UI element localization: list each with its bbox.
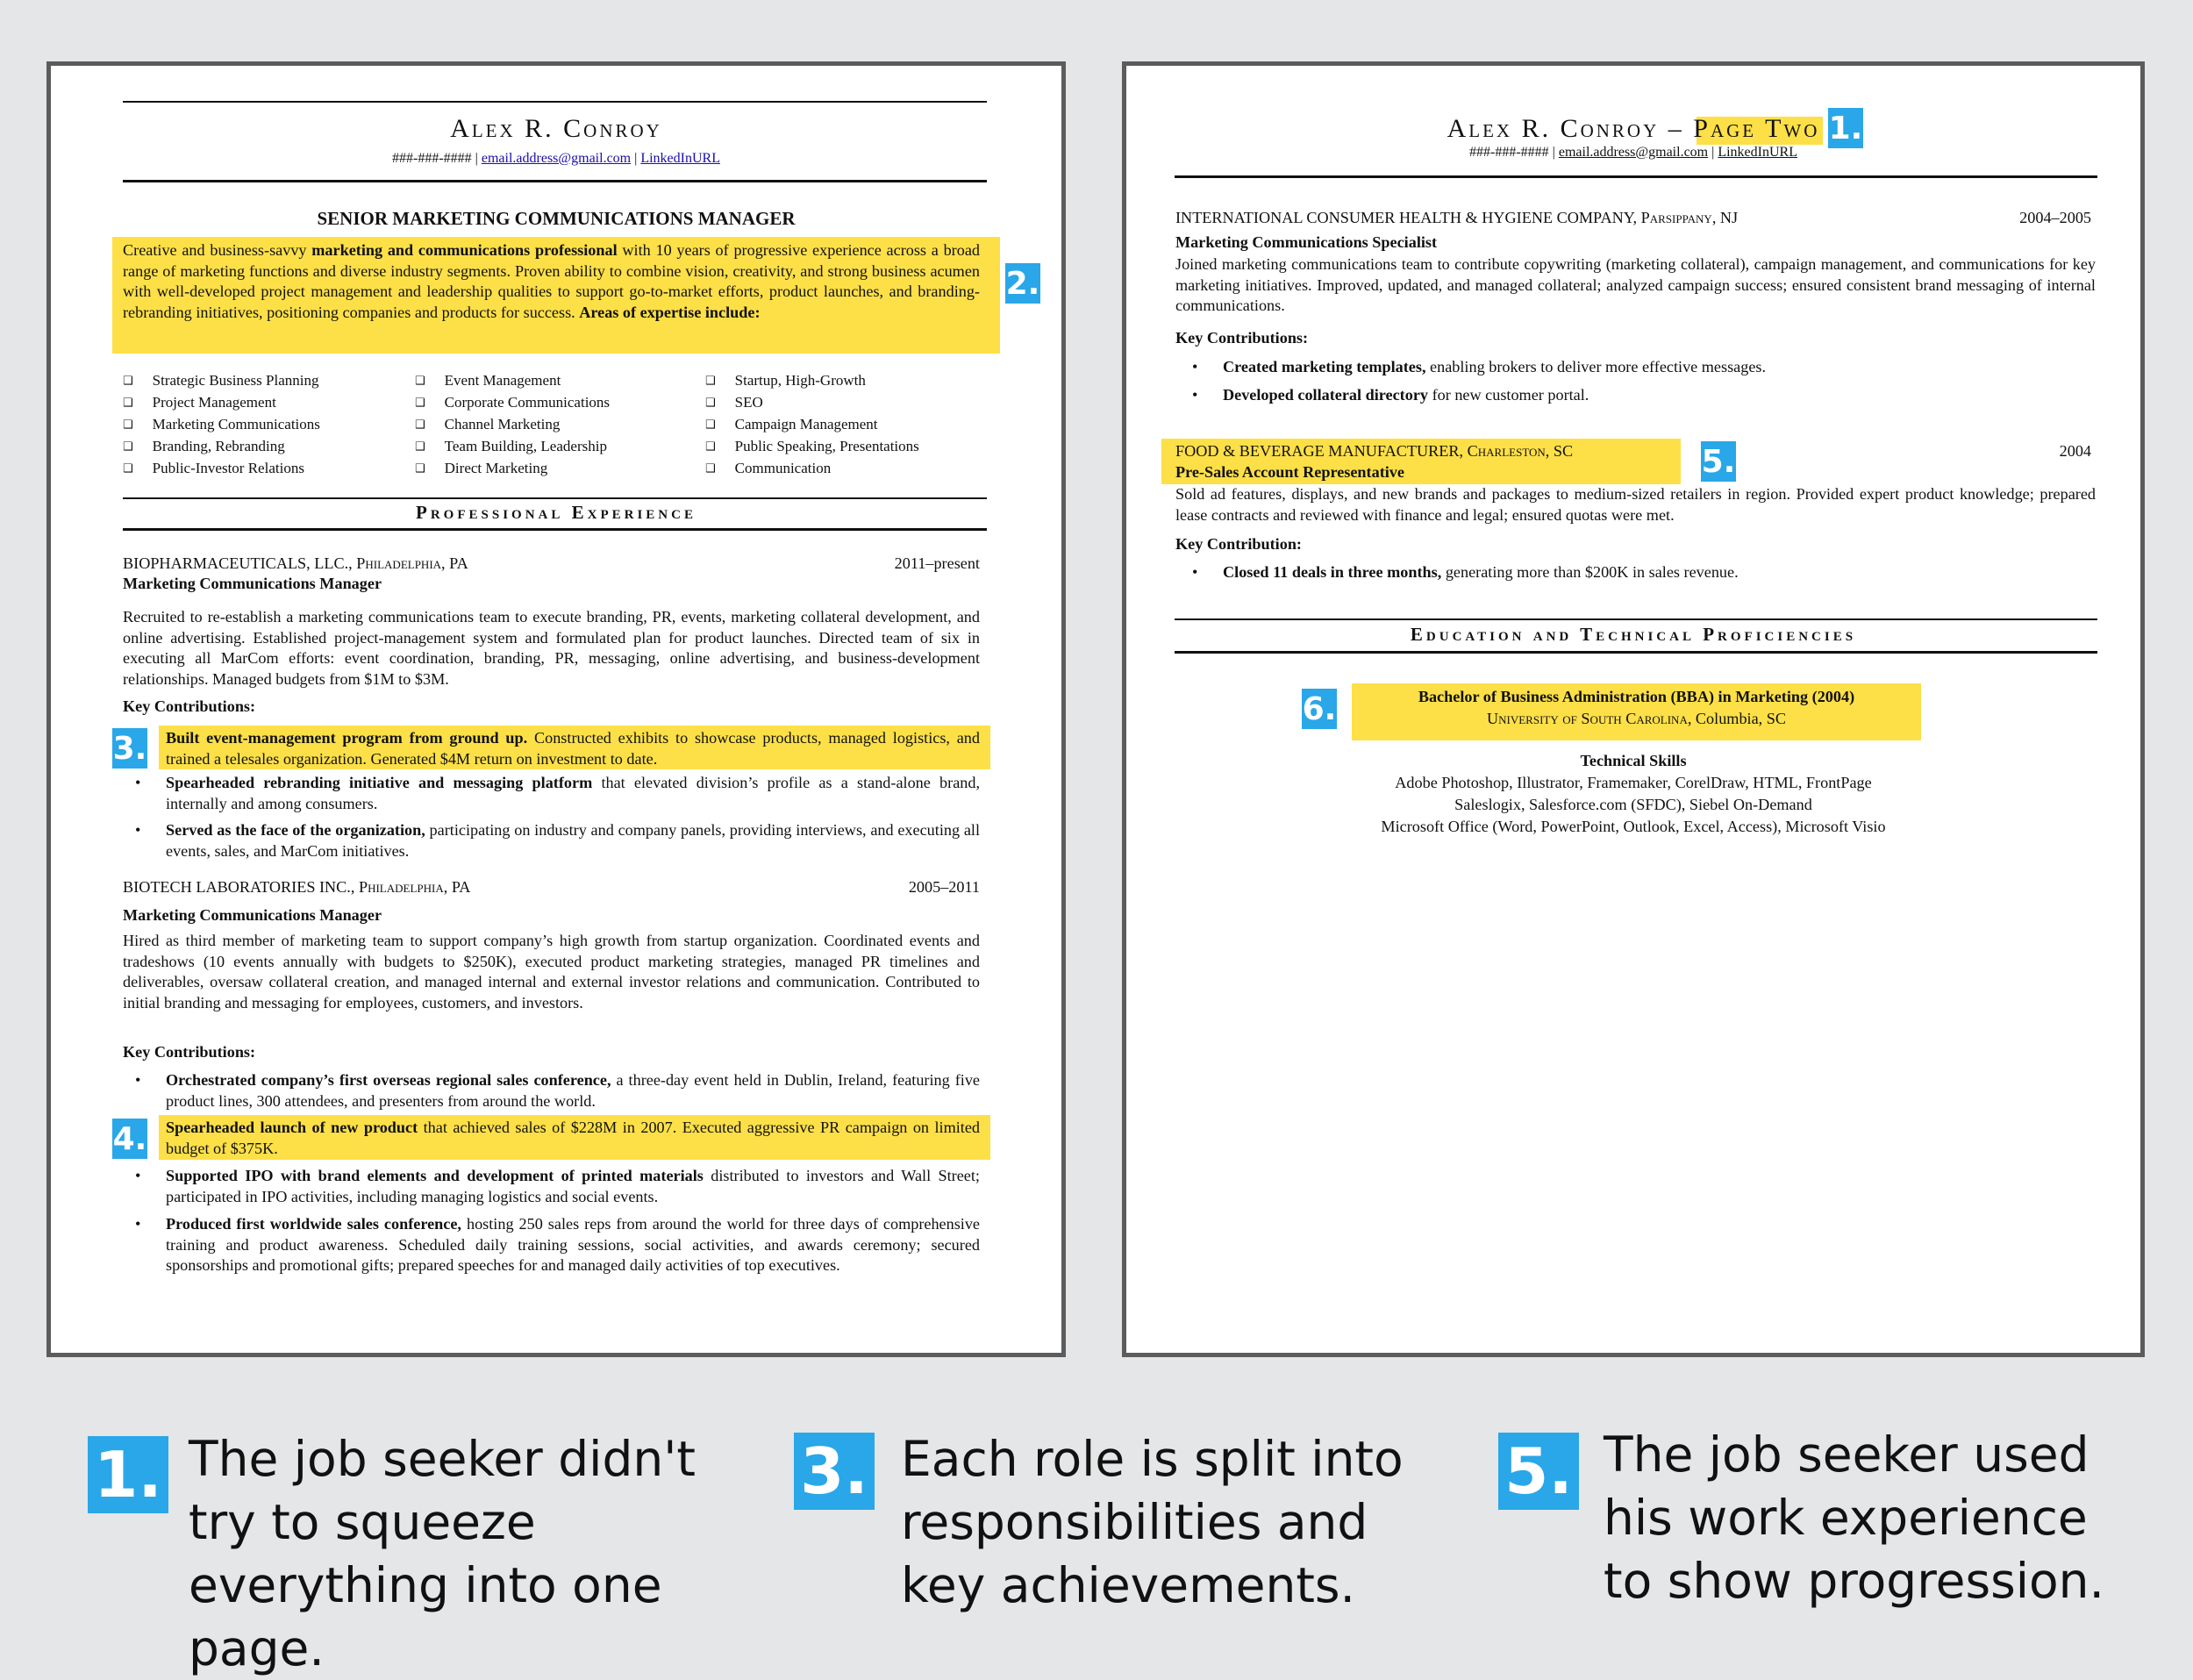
expertise-item: ❑ Campaign Management xyxy=(705,414,995,436)
summary-paragraph: Creative and business-savvy marketing and communications professional with 10 years of progressive experience across a broad range of marketing functions and diverse industry segments. Proven ability to combine vision, creativity, and strong business acumen with well-developed project management and leadership qualities to support go-to-market efforts, product launches, and branding-rebranding initiatives, positioning companies and products for success. Areas of expertise include: xyxy=(123,241,981,321)
phone: ###-###-#### xyxy=(392,151,472,166)
headline: SENIOR MARKETING COMMUNICATIONS MANAGER xyxy=(317,208,796,229)
job-1-bullet-3: • Served as the face of the organization, participating on industry and company panels, providing interviews, and executing all events, sales, and MarCom initiatives. xyxy=(135,821,980,860)
caption-badge-5: 5. xyxy=(1498,1433,1579,1510)
job-3-bullet-1: • Created marketing templates, enabling brokers to deliver more effective messages. xyxy=(1192,358,1767,375)
expertise-item: ❑ Public Speaking, Presentations xyxy=(705,436,995,458)
section-rule xyxy=(123,528,987,531)
job-3-description: Joined marketing communications team to contribute copywriting (marketing collateral), campaign management, and communications for key marketing initiatives. Improved, updated, and managed collateral; analyzed campaign success; ensured consistent brand messaging of internal communications. xyxy=(1175,255,2096,314)
job-3-company-line: INTERNATIONAL CONSUMER HEALTH & HYGIENE COMPANY, Parsippany, NJ xyxy=(1175,209,1739,226)
job-2-dates: 2005–2011 xyxy=(908,878,980,896)
job-4-description: Sold ad features, displays, and new brands and packages to medium-sized retailers in region. Provided expert product knowledge; prepared lease contracts and reviewed with finance and legal; ensured quotas were met. xyxy=(1175,485,2096,524)
job-3-dates: 2004–2005 xyxy=(2019,209,2091,226)
header-rule xyxy=(1175,175,2097,178)
candidate-name: Alex R. Conroy xyxy=(450,114,662,143)
expertise-item: ❑ Branding, Rebranding xyxy=(123,436,386,458)
badge-3: 3. xyxy=(112,728,147,769)
job-1-bullet-2: • Spearheaded rebranding initiative and messaging platform that elevated division’s profile as a stand-alone brand, internally and among consumers. xyxy=(135,774,980,812)
caption-1: The job seeker didn't try to squeeze everything into one page. xyxy=(189,1431,696,1676)
university-line: University of South Carolina, Columbia, SC xyxy=(1486,710,1786,727)
job-2-bullet-2: Spearheaded launch of new product that achieved sales of $228M in 2007. Executed aggressive PR campaign on limited budget of $375K. xyxy=(166,1119,980,1157)
email-link[interactable]: email.address@gmail.com xyxy=(481,151,632,166)
job-3-key-contributions-label: Key Contributions: xyxy=(1175,329,1309,347)
job-4-bullet-1: • Closed 11 deals in three months, generating more than $200K in sales revenue. xyxy=(1192,563,1739,581)
skills-line: Saleslogix, Salesforce.com (SFDC), Siebel On-Demand xyxy=(1454,796,1812,813)
email[interactable]: email.address@gmail.com xyxy=(1558,145,1709,160)
badge-2: 2. xyxy=(1005,263,1040,304)
section-rule xyxy=(1175,651,2097,654)
expertise-col-1 xyxy=(123,370,386,480)
job-1-description: Recruited to re-establish a marketing communications team to execute branding, PR, events, marketing collateral development, and online advertising. Established project-management system and formulated plan for product launches. Directed team of six in executing all MarCom efforts: event coordination, branding, PR, messaging, online advertising, and business-development relationships. Managed budgets from $1M to $3M. xyxy=(123,608,980,688)
degree: Bachelor of Business Administration (BBA) in Marketing (2004) xyxy=(1418,688,1855,705)
job-4-key-contribution-label: Key Contribution: xyxy=(1175,535,1302,553)
expertise-item: ❑ Team Building, Leadership xyxy=(415,436,678,458)
job-1-company-line: BIOPHARMACEUTICALS, LLC., Philadelphia, PA xyxy=(123,554,468,572)
job-2-description: Hired as third member of marketing team to support company’s high growth from startup organization. Coordinated events and tradeshows (10 events annually with budgets to $250K), executed product marketing strategies, managed PR timelines and deliverables, oversaw collateral creation, and managed internal and external investor relations and communication. Contributed to initial branding and messaging for employees, customers, and investors. xyxy=(123,932,980,1012)
section-rule xyxy=(1175,618,2097,620)
job-4-company-line: FOOD & BEVERAGE MANUFACTURER, Charleston, SC xyxy=(1175,442,1574,460)
job-2-bullet-3: • Supported IPO with brand elements and development of printed materials distributed to investors and Wall Street; participated in IPO activities, including managing logistics and social events. xyxy=(135,1167,980,1205)
caption-3: Each role is split into responsibilities and key achievements. xyxy=(901,1431,1404,1613)
section-rule xyxy=(123,497,987,499)
expertise-item: ❑ Channel Marketing xyxy=(415,414,678,436)
badge-6: 6. xyxy=(1302,689,1337,729)
job-2-key-contributions-label: Key Contributions: xyxy=(123,1043,256,1061)
caption-badge-1: 1. xyxy=(88,1436,168,1513)
header-rule xyxy=(123,180,987,182)
contact-line: ###-###-#### | email.address@gmail.com | LinkedInURL xyxy=(392,151,720,166)
expertise-col-3 xyxy=(705,370,995,480)
skills-title: Technical Skills xyxy=(1580,752,1687,769)
expertise-item: ❑ Marketing Communications xyxy=(123,414,386,436)
expertise-item: ❑ Public-Investor Relations xyxy=(123,458,386,480)
caption-5: The job seeker used his work experience to show progression. xyxy=(1604,1426,2105,1609)
expertise-item: ❑ Startup, High-Growth xyxy=(705,370,995,392)
job-2-company-line: BIOTECH LABORATORIES INC., Philadelphia, PA xyxy=(123,878,471,896)
job-2-role: Marketing Communications Manager xyxy=(123,906,382,924)
job-3-bullet-2: • Developed collateral directory for new customer portal. xyxy=(1192,386,1589,404)
expertise-item: ❑ Event Management xyxy=(415,370,678,392)
job-3-role: Marketing Communications Specialist xyxy=(1175,233,1438,251)
job-1-key-contributions-label: Key Contributions: xyxy=(123,697,256,715)
resume-page-one xyxy=(46,61,1066,1357)
expertise-item: ❑ Direct Marketing xyxy=(415,458,678,480)
expertise-item: ❑ SEO xyxy=(705,392,995,414)
page-two-label: Page Two xyxy=(1693,114,1820,143)
job-2-bullet-1: • Orchestrated company’s first overseas regional sales conference, a three-day event held in Dublin, Ireland, featuring five product lines, 300 attendees, and presenters from around the world. xyxy=(135,1071,980,1110)
section-title-education: Education and Technical Proficiencies xyxy=(1410,624,1857,645)
caption-badge-3: 3. xyxy=(794,1433,875,1510)
expertise-item: ❑ Communication xyxy=(705,458,995,480)
job-1-role: Marketing Communications Manager xyxy=(123,575,382,592)
expertise-item: ❑ Project Management xyxy=(123,392,386,414)
job-1-bullet-1: Built event-management program from ground up. Constructed exhibits to showcase products, managed logistics, and trained a telesales organization. Generated $4M return on investment to date. xyxy=(166,729,980,768)
phone: ###-###-#### xyxy=(1469,145,1549,160)
contact-line: ###-###-#### | email.address@gmail.com | LinkedInURL xyxy=(1469,145,1797,160)
candidate-name-page-two: Alex R. Conroy – Page Two xyxy=(1447,114,1820,143)
expertise-item: ❑ Corporate Communications xyxy=(415,392,678,414)
resume-page-two xyxy=(1122,61,2145,1357)
job-2-bullet-4: • Produced first worldwide sales conference, hosting 250 sales reps from around the world for three days of comprehensive training and product awareness. Scheduled daily training sessions, social activities, and awards ceremony; secured sponsorships and promotional gifts; prepared speeches for and managed daily activities of top executives. xyxy=(135,1215,981,1274)
skills-line: Adobe Photoshop, Illustrator, Framemaker, CorelDraw, HTML, FrontPage xyxy=(1395,774,1872,791)
section-title-experience: Professional Experience xyxy=(416,502,696,523)
expertise-item: ❑ Strategic Business Planning xyxy=(123,370,386,392)
badge-5: 5. xyxy=(1701,441,1736,482)
job-1-dates: 2011–present xyxy=(894,554,980,572)
linkedin-link[interactable]: LinkedInURL xyxy=(640,151,720,166)
expertise-col-2 xyxy=(415,370,678,480)
top-rule xyxy=(123,101,987,103)
linkedin[interactable]: LinkedInURL xyxy=(1718,145,1797,160)
job-4-role: Pre-Sales Account Representative xyxy=(1175,463,1404,481)
job-4-dates: 2004 xyxy=(2059,442,2091,460)
skills-line: Microsoft Office (Word, PowerPoint, Outlook, Excel, Access), Microsoft Visio xyxy=(1381,818,1886,835)
badge-1: 1. xyxy=(1828,108,1863,148)
badge-4: 4. xyxy=(112,1119,147,1159)
